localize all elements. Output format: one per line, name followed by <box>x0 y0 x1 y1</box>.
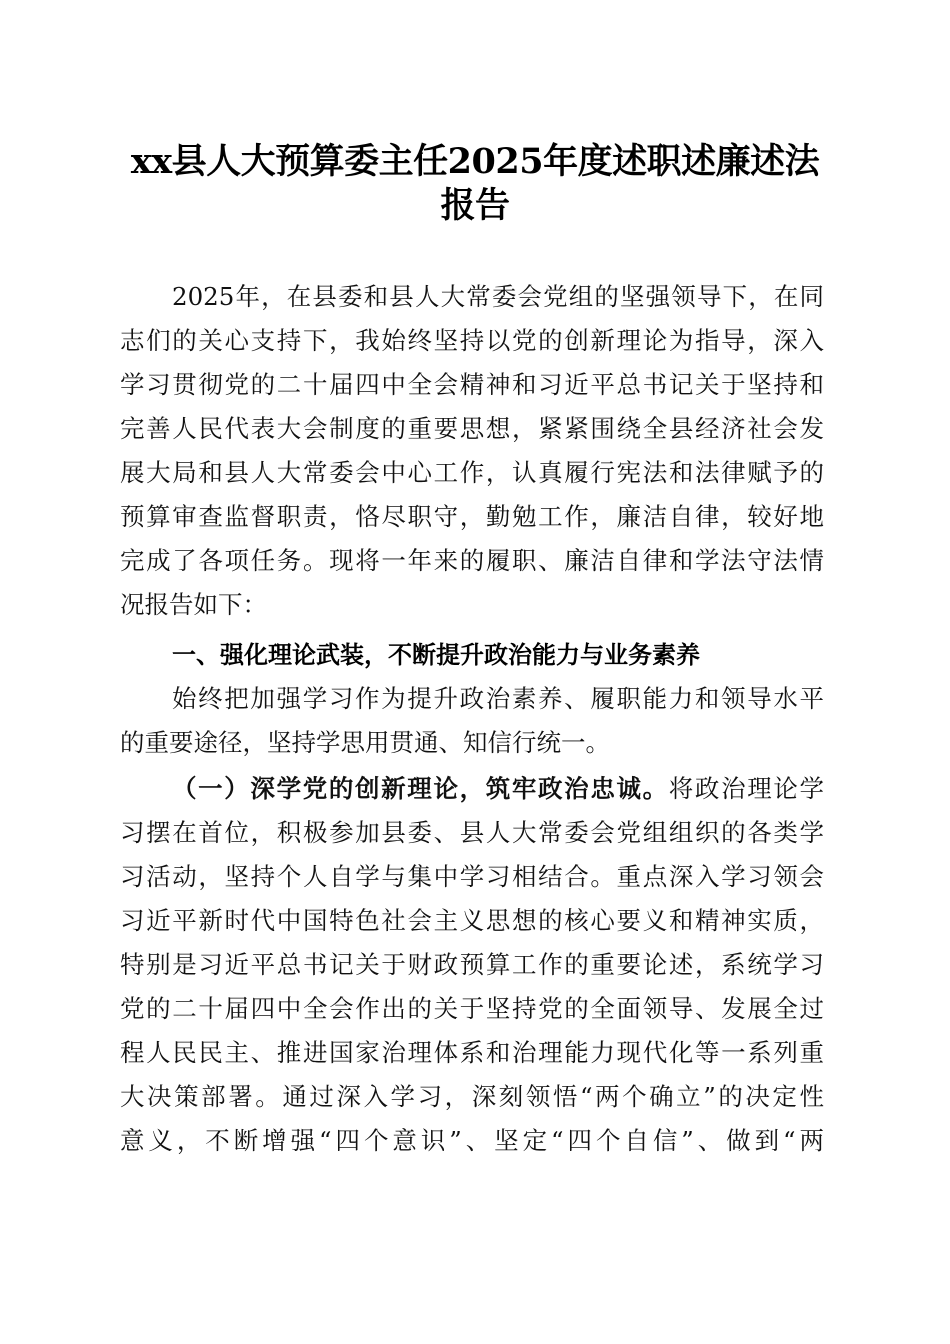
subsection1-line: 习摆在首位，积极参加县委、县人大常委会党组组织的各类学 <box>120 818 824 847</box>
section1-line: 的重要途径，坚持学思用贯通、知信行统一。 <box>120 728 610 757</box>
intro-line: 2025年，在县委和县人大常委会党组的坚强领导下，在同 <box>172 282 824 311</box>
subsection1-line: 特别是习近平总书记关于财政预算工作的重要论述，系统学习 <box>120 950 824 979</box>
subsection-1-first-line <box>172 767 824 811</box>
subsection1-line: 习活动，坚持个人自学与集中学习相结合。重点深入学习领会 <box>120 862 824 891</box>
subsection1-line: 程人民民主、推进国家治理体系和治理能力现代化等一系列重 <box>120 1038 824 1067</box>
intro-line: 完成了各项任务。现将一年来的履职、廉洁自律和学法守法情 <box>120 546 824 575</box>
subsection1-line: 习近平新时代中国特色社会主义思想的核心要义和精神实质， <box>120 906 824 935</box>
intro-line: 完善人民代表大会制度的重要思想，紧紧围绕全县经济社会发 <box>120 414 824 443</box>
intro-line: 况报告如下： <box>120 590 267 619</box>
intro-line: 展大局和县人大常委会中心工作，认真履行宪法和法律赋予的 <box>120 458 824 487</box>
intro-line: 预算审查监督职责，恪尽职守，勤勉工作，廉洁自律，较好地 <box>120 502 824 531</box>
subsection-1-label: （一）深学党的创新理论，筑牢政治忠诚。 <box>172 774 669 803</box>
intro-line: 学习贯彻党的二十届四中全会精神和习近平总书记关于坚持和 <box>120 370 824 399</box>
subsection1-line: 党的二十届四中全会作出的关于坚持党的全面领导、发展全过 <box>120 994 824 1023</box>
section1-line: 始终把加强学习作为提升政治素养、履职能力和领导水平 <box>172 684 824 713</box>
intro-line: 志们的关心支持下，我始终坚持以党的创新理论为指导，深入 <box>120 326 824 355</box>
subsection-1-first-line-rest: 将政治理论学 <box>668 774 825 803</box>
document-title-line-2: 报告 <box>440 185 510 226</box>
document-title-line-1: xx县人大预算委主任2025年度述职述廉述法 <box>130 141 820 182</box>
subsection1-line: 大决策部署。通过深入学习，深刻领悟“两个确立”的决定性 <box>120 1082 824 1111</box>
section-heading-1: 一、强化理论武装，不断提升政治能力与业务素养 <box>172 641 700 669</box>
subsection1-line: 意义，不断增强“四个意识”、坚定“四个自信”、做到“两 <box>120 1126 824 1155</box>
